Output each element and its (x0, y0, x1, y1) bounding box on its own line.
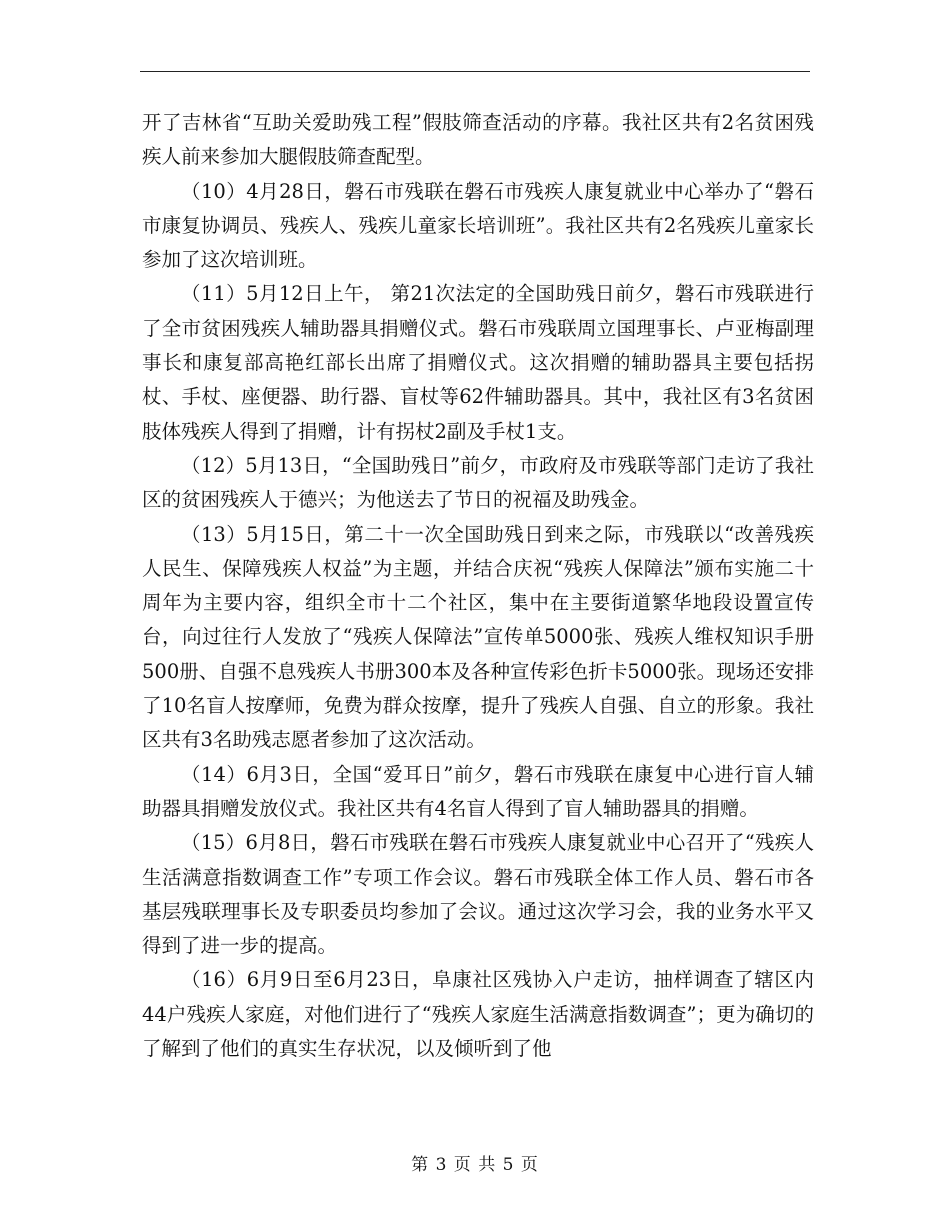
footer-suffix: 页 (520, 1155, 539, 1175)
paragraph-item-13: （13）5月15日，第二十一次全国助残日到来之际，市残联以“改善残疾人民生、保障残疾人权益”为主题，并结合庆祝“残疾人保障法”颁布实施二十周年为主要内容，组织全市十二个社区，集中在主要街道繁华地段设置宣传台，向过往行人发放了“残疾人保障法”宣传单5000张、残疾人维权知识手册500册、自强不息残疾人书册300本及各种宣传彩色折卡5000张。现场还安排了10名盲人按摩师，免费为群众按摩，提升了残疾人自强、自立的形象。我社区共有3名助残志愿者参加了这次活动。 (142, 522, 814, 752)
paragraph-item-16: （16）6月9日至6月23日，阜康社区残协入户走访，抽样调查了辖区内44户残疾人家庭，对他们进行了“残疾人家庭生活满意指数调查”；更为确切的了解到了他们的真实生存状况，以及倾听到了他 (142, 968, 814, 1061)
footer-prefix: 第 (411, 1155, 430, 1175)
paragraph-item-12: （12）5月13日，“全国助残日”前夕，市政府及市残联等部门走访了我社区的贫困残疾人于德兴；为他送去了节日的祝福及助残金。 (142, 453, 814, 512)
paragraph-item-15: （15）6月8日，磐石市残联在磐石市残疾人康复就业中心召开了“残疾人生活满意指数调查工作”专项工作会议。磐石市残联全体工作人员、磐石市各基层残联理事长及专职委员均参加了会议。通过这次学习会，我的业务水平又得到了进一步的提高。 (142, 831, 814, 958)
footer-page-number: 3 (435, 1155, 448, 1175)
page-footer (0, 1154, 950, 1176)
paragraph-item-10: （10）4月28日，磐石市残联在磐石市残疾人康复就业中心举办了“磐石市康复协调员、残疾人、残疾儿童家长培训班”。我社区共有2名残疾儿童家长参加了这次培训班。 (142, 179, 814, 272)
footer-total-pages: 5 (502, 1155, 515, 1175)
document-body (142, 106, 814, 1066)
paragraph-item-14: （14）6月3日，全国“爱耳日”前夕，磐石市残联在康复中心进行盲人辅助器具捐赠发放仪式。我社区共有4名盲人得到了盲人辅助器具的捐赠。 (142, 762, 814, 820)
header-rule (140, 71, 810, 72)
footer-middle: 页 共 (453, 1155, 497, 1175)
paragraph-item-11: （11）5月12日上午， 第21次法定的全国助残日前夕，磐石市残联进行了全市贫困残疾人辅助器具捐赠仪式。磐石市残联周立国理事长、卢亚梅副理事长和康复部高艳红部长出席了捐赠仪式。这次捐赠的辅助器具主要包括拐杖、手杖、座便器、助行器、盲杖等62件辅助器具。其中，我社区有3名贫困肢体残疾人得到了捐赠，计有拐杖2副及手杖1支。 (142, 282, 814, 443)
paragraph-continuation: 开了吉林省“互助关爱助残工程”假肢筛查活动的序幕。我社区共有2名贫困残疾人前来参加大腿假肢筛查配型。 (142, 111, 814, 169)
